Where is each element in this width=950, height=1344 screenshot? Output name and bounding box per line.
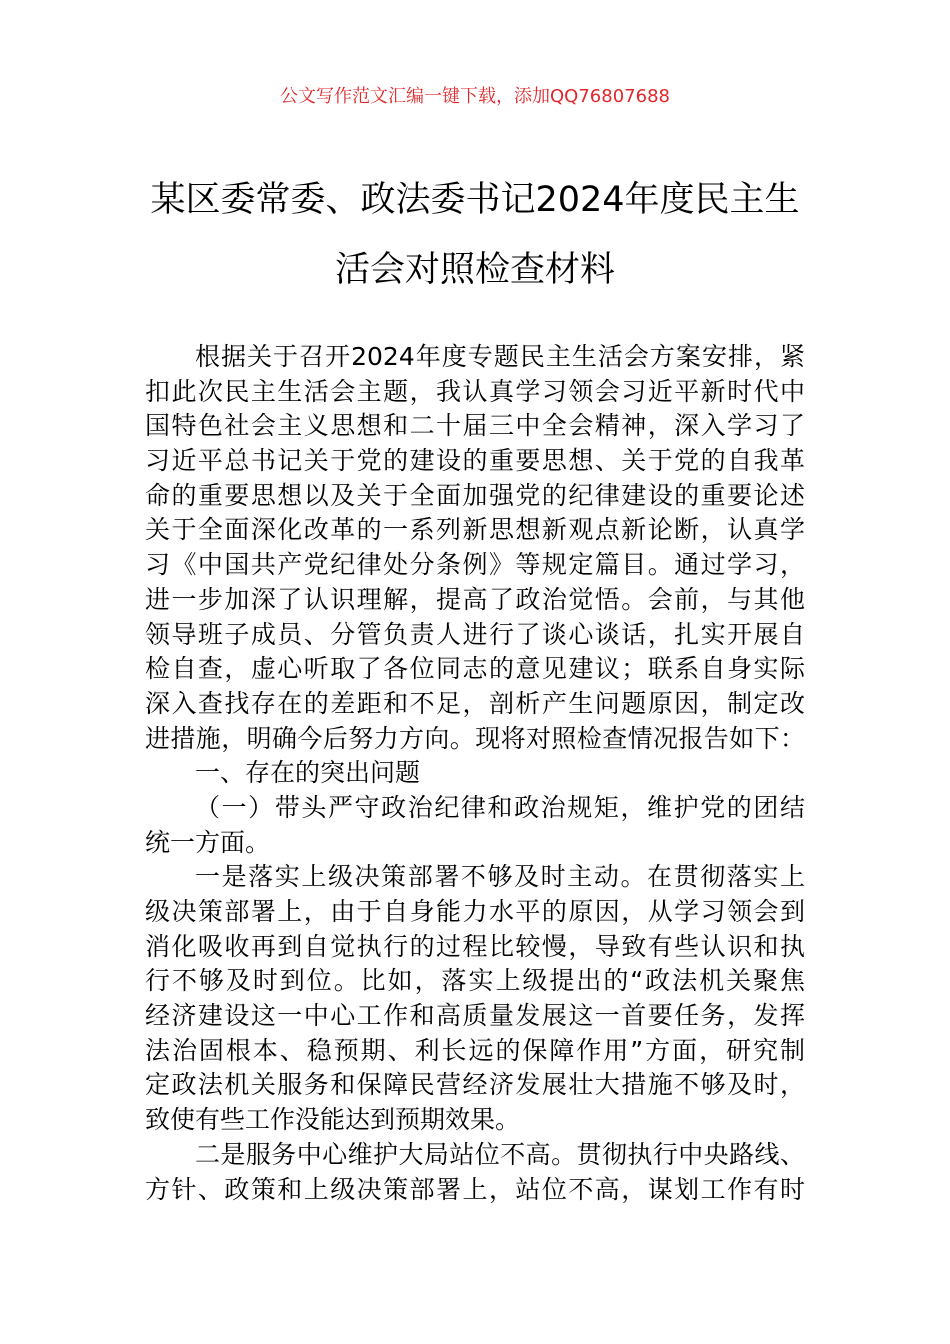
body-text-line: 根据关于召开2024年度专题民主生活会方案安排，紧 <box>195 342 805 371</box>
body-text-line: 统一方面。 <box>145 827 271 857</box>
body-text-line: 进一步加深了认识理解，提高了政治觉悟。会前，与其他 <box>145 584 805 614</box>
body-text-line: 检自查，虚心听取了各位同志的意见建议；联系自身实际 <box>145 654 805 684</box>
body-text-line: 行不够及时到位。比如，落实上级提出的“政法机关聚焦 <box>145 966 805 996</box>
body-text-line: 扣此次民主生活会主题，我认真学习领会习近平新时代中 <box>145 376 805 406</box>
body-text-line: 深入查找存在的差距和不足，剖析产生问题原因，制定改 <box>145 688 805 718</box>
document-title-line-1: 某区委常委、政法委书记2024年度民主生 <box>150 180 800 220</box>
body-text-line: 二是服务中心维护大局站位不高。贯彻执行中央路线、 <box>195 1139 805 1169</box>
body-text-line: 国特色社会主义思想和二十届三中全会精神，深入学习了 <box>145 411 805 441</box>
body-text-line: 消化吸收再到自觉执行的过程比较慢，导致有些认识和执 <box>145 931 805 961</box>
body-text-line: （一）带头严守政治纪律和政治规矩，维护党的团结 <box>195 792 805 822</box>
body-text-line: 关于全面深化改革的一系列新思想新观点新论断，认真学 <box>145 515 805 545</box>
body-text-line: 级决策部署上，由于自身能力水平的原因，从学习领会到 <box>145 897 805 926</box>
body-text-line: 领导班子成员、分管负责人进行了谈心谈话，扎实开展自 <box>145 619 805 649</box>
document-body <box>145 340 805 1207</box>
body-text-line: 方针、政策和上级决策部署上，站位不高，谋划工作有时 <box>145 1174 805 1204</box>
body-text-line: 习近平总书记关于党的建设的重要思想、关于党的自我革 <box>145 446 805 476</box>
body-text-line: 命的重要思想以及关于全面加强党的纪律建设的重要论述 <box>145 480 805 510</box>
body-text-line: 法治固根本、稳预期、利长远的保障作用”方面，研究制 <box>145 1035 805 1065</box>
body-text-line: 一、存在的突出问题 <box>195 758 421 788</box>
body-text-line: 进措施，明确今后努力方向。现将对照检查情况报告如下： <box>145 723 805 753</box>
body-text-line: 致使有些工作没能达到预期效果。 <box>145 1105 521 1135</box>
body-text-line: 经济建设这一中心工作和高质量发展这一首要任务，发挥 <box>145 1001 805 1031</box>
body-text-line: 定政法机关服务和保障民营经济发展壮大措施不够及时， <box>145 1070 805 1100</box>
document-title-line-2: 活会对照检查材料 <box>334 250 615 290</box>
download-banner: 公文写作范文汇编一键下载，添加QQ76807688 <box>280 86 670 107</box>
body-text-line: 习《中国共产党纪律处分条例》等规定篇目。通过学习， <box>145 550 805 580</box>
body-text-line: 一是落实上级决策部署不够及时主动。在贯彻落实上 <box>195 862 805 892</box>
